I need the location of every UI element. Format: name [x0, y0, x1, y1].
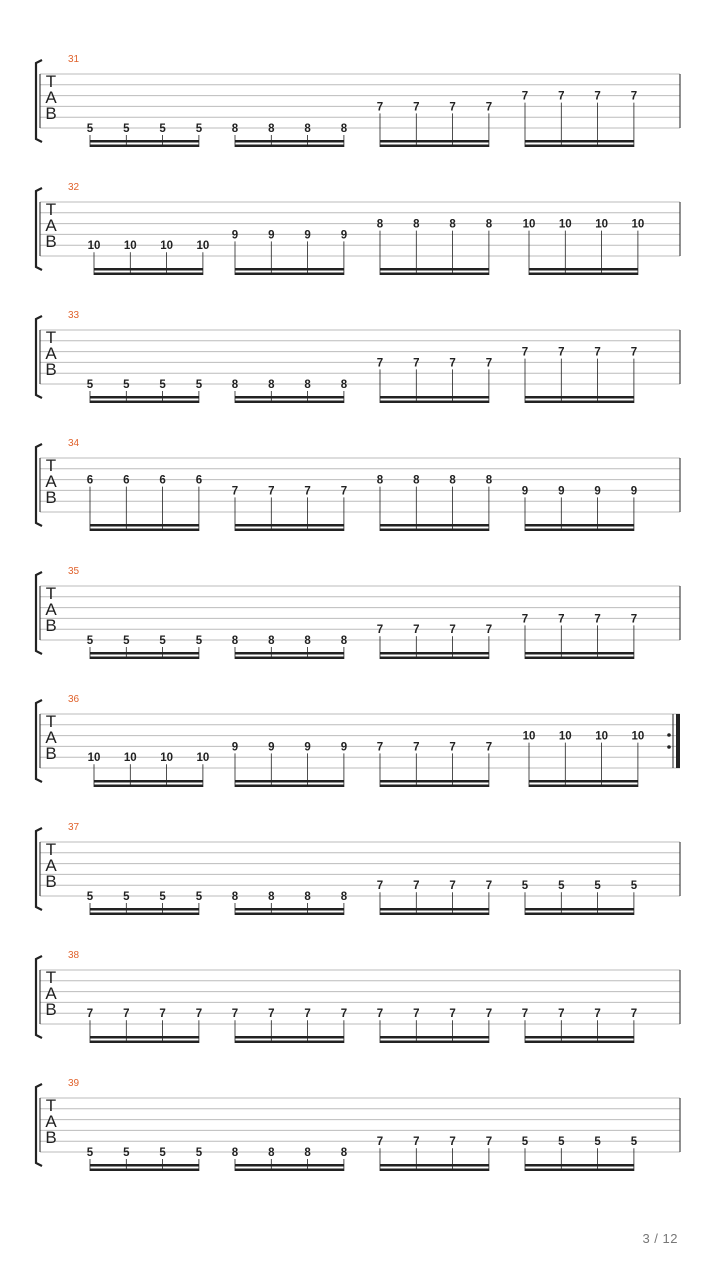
fret-number: 10: [160, 752, 173, 765]
fret-number: 7: [521, 1008, 529, 1021]
beam: [235, 913, 344, 916]
fret-number: 7: [304, 1008, 311, 1021]
fret-number: 7: [231, 1008, 239, 1021]
tab-clef-letter: T: [45, 1096, 57, 1115]
fret-number: 5: [195, 1147, 203, 1159]
tab-clef-letter: A: [45, 984, 57, 1003]
fret-number: 9: [340, 229, 348, 242]
beam: [90, 529, 199, 532]
fret-number: 5: [630, 880, 638, 893]
beam: [525, 401, 634, 404]
system-bracket: [36, 572, 42, 654]
tab-clef-letter: A: [45, 856, 57, 875]
fret-number: 9: [558, 485, 565, 498]
fret-number: 7: [594, 613, 601, 626]
fret-number: 8: [304, 1147, 311, 1159]
measure-number: 38: [68, 950, 80, 961]
fret-number: 5: [159, 891, 166, 903]
system-bracket: [36, 316, 42, 398]
beam: [380, 140, 489, 143]
fret-number: 8: [231, 891, 239, 903]
fret-number: 7: [521, 90, 529, 103]
beam: [380, 1164, 489, 1167]
fret-number: 8: [268, 379, 275, 391]
beam: [235, 529, 344, 532]
beam: [90, 913, 199, 916]
beam: [94, 268, 203, 271]
system-bracket: [36, 700, 42, 782]
beam: [380, 785, 489, 788]
fret-number: 5: [123, 379, 130, 391]
fret-number: 7: [413, 1008, 420, 1021]
beam: [94, 273, 203, 276]
fret-number: 7: [86, 1008, 94, 1021]
beam: [380, 524, 489, 527]
fret-number: 8: [340, 1147, 348, 1159]
beam: [90, 140, 199, 143]
fret-number: 10: [123, 240, 137, 253]
beam: [380, 657, 489, 660]
fret-number: 5: [195, 379, 203, 391]
beam: [525, 908, 634, 911]
fret-number: 7: [558, 90, 565, 103]
fret-number: 7: [594, 1008, 601, 1021]
fret-number: 7: [449, 741, 456, 754]
system-bracket: [36, 1084, 42, 1166]
repeat-dot: [667, 733, 671, 737]
tab-clef-letter: T: [45, 72, 57, 91]
beam: [235, 1169, 344, 1172]
fret-number: 5: [195, 123, 203, 135]
fret-number: 9: [268, 229, 275, 242]
fret-number: 10: [595, 218, 608, 231]
page-number: 3 / 12: [642, 1231, 678, 1246]
fret-number: 7: [630, 346, 638, 359]
fret-number: 8: [231, 1147, 239, 1159]
fret-number: 10: [196, 240, 210, 253]
tab-clef-letter: A: [45, 728, 57, 747]
fret-number: 9: [340, 741, 348, 754]
beam: [380, 652, 489, 655]
fret-number: 7: [630, 1008, 638, 1021]
measure-number: 34: [68, 438, 80, 449]
fret-number: 7: [449, 880, 456, 893]
beam: [235, 785, 344, 788]
beam: [235, 908, 344, 911]
fret-number: 7: [340, 1008, 348, 1021]
fret-number: 7: [413, 357, 420, 370]
fret-number: 5: [123, 1147, 130, 1159]
beam: [235, 140, 344, 143]
beam: [380, 268, 489, 271]
fret-number: 9: [268, 741, 275, 754]
fret-number: 5: [123, 123, 130, 135]
fret-number: 7: [630, 613, 638, 626]
fret-number: 5: [521, 1136, 529, 1149]
fret-number: 10: [160, 240, 173, 253]
fret-number: 5: [195, 635, 203, 647]
fret-number: 5: [86, 891, 94, 903]
tab-clef-letter: T: [45, 456, 57, 475]
beam: [90, 524, 199, 527]
beam: [380, 396, 489, 399]
beam: [235, 273, 344, 276]
fret-number: 7: [376, 101, 384, 114]
beam: [380, 1041, 489, 1044]
fret-number: 8: [231, 379, 239, 391]
tab-clef-letter: A: [45, 600, 57, 619]
fret-number: 9: [231, 229, 239, 242]
tab-clef-letter: T: [45, 712, 57, 731]
tab-clef-letter: A: [45, 472, 57, 491]
fret-number: 8: [485, 218, 493, 231]
fret-number: 8: [231, 123, 239, 135]
tab-clef-letter: B: [45, 1000, 57, 1019]
fret-number: 7: [195, 1008, 203, 1021]
beam: [235, 1164, 344, 1167]
fret-number: 7: [485, 1008, 493, 1021]
fret-number: 10: [87, 752, 101, 765]
tab-clef-letter: B: [45, 360, 57, 379]
fret-number: 5: [159, 379, 166, 391]
fret-number: 8: [268, 1147, 275, 1159]
fret-number: 5: [630, 1136, 638, 1149]
fret-number: 10: [631, 218, 645, 231]
fret-number: 7: [485, 357, 493, 370]
beam: [235, 1041, 344, 1044]
beam: [525, 1164, 634, 1167]
fret-number: 5: [558, 1136, 565, 1149]
fret-number: 7: [376, 1136, 384, 1149]
fret-number: 7: [485, 624, 493, 637]
fret-number: 7: [449, 1136, 456, 1149]
beam: [529, 268, 638, 271]
system-bracket: [36, 956, 42, 1038]
fret-number: 7: [376, 741, 384, 754]
beam: [380, 908, 489, 911]
beam: [235, 396, 344, 399]
beam: [94, 785, 203, 788]
fret-number: 5: [123, 635, 130, 647]
fret-number: 8: [340, 123, 348, 135]
fret-number: 7: [376, 1008, 384, 1021]
beam: [380, 529, 489, 532]
fret-number: 7: [558, 346, 565, 359]
fret-number: 10: [522, 218, 536, 231]
fret-number: 5: [594, 880, 601, 893]
fret-number: 7: [594, 90, 601, 103]
fret-number: 10: [522, 730, 536, 743]
measure-number: 35: [68, 566, 80, 577]
beam: [525, 652, 634, 655]
beam: [525, 145, 634, 148]
fret-number: 7: [123, 1008, 130, 1021]
system-bracket: [36, 828, 42, 910]
tab-clef-letter: T: [45, 584, 57, 603]
beam: [90, 1164, 199, 1167]
fret-number: 7: [268, 485, 275, 498]
fret-number: 10: [558, 218, 572, 231]
system-bracket: [36, 60, 42, 142]
beam: [525, 657, 634, 660]
fret-number: 9: [630, 485, 638, 498]
beam: [90, 396, 199, 399]
fret-number: 7: [449, 1008, 456, 1021]
fret-number: 8: [340, 635, 348, 647]
beam: [235, 1036, 344, 1039]
tab-clef-letter: B: [45, 488, 57, 507]
tab-clef-letter: B: [45, 104, 57, 123]
beam: [525, 529, 634, 532]
fret-number: 7: [485, 741, 493, 754]
fret-number: 7: [485, 101, 493, 114]
fret-number: 8: [304, 123, 311, 135]
beam: [380, 401, 489, 404]
beam: [525, 140, 634, 143]
beam: [525, 913, 634, 916]
fret-number: 5: [86, 123, 94, 135]
fret-number: 7: [558, 613, 565, 626]
fret-number: 10: [87, 240, 101, 253]
tab-clef-letter: B: [45, 744, 57, 763]
fret-number: 5: [521, 880, 529, 893]
fret-number: 8: [413, 218, 420, 231]
beam: [90, 652, 199, 655]
fret-number: 6: [123, 474, 130, 487]
fret-number: 8: [340, 379, 348, 391]
fret-number: 7: [630, 90, 638, 103]
beam: [235, 524, 344, 527]
fret-number: 7: [413, 880, 420, 893]
beam: [90, 401, 199, 404]
fret-number: 9: [594, 485, 601, 498]
measure-number: 33: [68, 310, 80, 321]
fret-number: 5: [195, 891, 203, 903]
fret-number: 10: [123, 752, 137, 765]
fret-number: 8: [231, 635, 239, 647]
fret-number: 8: [268, 891, 275, 903]
beam: [235, 657, 344, 660]
fret-number: 8: [449, 218, 456, 231]
fret-number: 7: [558, 1008, 565, 1021]
fret-number: 7: [413, 101, 420, 114]
measure-number: 32: [68, 182, 80, 193]
beam: [235, 652, 344, 655]
tab-clef-letter: T: [45, 840, 57, 859]
fret-number: 7: [594, 346, 601, 359]
fret-number: 10: [631, 730, 645, 743]
fret-number: 5: [86, 379, 94, 391]
tab-clef-letter: A: [45, 88, 57, 107]
tab-clef-letter: A: [45, 344, 57, 363]
fret-number: 8: [449, 474, 456, 487]
beam: [90, 1169, 199, 1172]
fret-number: 9: [304, 741, 311, 754]
fret-number: 10: [558, 730, 572, 743]
tab-clef-letter: B: [45, 872, 57, 891]
fret-number: 8: [304, 379, 311, 391]
fret-number: 7: [521, 346, 529, 359]
fret-number: 7: [304, 485, 311, 498]
beam: [94, 780, 203, 783]
fret-number: 7: [449, 357, 456, 370]
fret-number: 8: [304, 891, 311, 903]
system-bracket: [36, 444, 42, 526]
fret-number: 7: [376, 357, 384, 370]
fret-number: 7: [449, 101, 456, 114]
beam: [235, 401, 344, 404]
beam: [90, 145, 199, 148]
fret-number: 7: [376, 624, 384, 637]
tab-clef-letter: T: [45, 328, 57, 347]
beam: [525, 1169, 634, 1172]
beam: [525, 1041, 634, 1044]
fret-number: 5: [159, 635, 166, 647]
tab-clef-letter: A: [45, 216, 57, 235]
tab-clef-letter: T: [45, 968, 57, 987]
repeat-thick-barline: [676, 714, 680, 768]
fret-number: 7: [449, 624, 456, 637]
beam: [529, 273, 638, 276]
fret-number: 7: [231, 485, 239, 498]
fret-number: 8: [304, 635, 311, 647]
beam: [380, 145, 489, 148]
beam: [380, 273, 489, 276]
fret-number: 5: [86, 1147, 94, 1159]
beam: [380, 780, 489, 783]
tab-clef-letter: B: [45, 1128, 57, 1147]
beam: [235, 268, 344, 271]
fret-number: 7: [413, 1136, 420, 1149]
fret-number: 9: [304, 229, 311, 242]
tab-clef-letter: B: [45, 232, 57, 251]
fret-number: 7: [340, 485, 348, 498]
tab-clef-letter: B: [45, 616, 57, 635]
fret-number: 9: [521, 485, 529, 498]
fret-number: 6: [195, 474, 203, 487]
fret-number: 8: [376, 218, 384, 231]
beam: [380, 1036, 489, 1039]
tab-clef-letter: T: [45, 200, 57, 219]
beam: [529, 785, 638, 788]
beam: [235, 145, 344, 148]
beam: [529, 780, 638, 783]
fret-number: 8: [340, 891, 348, 903]
fret-number: 6: [159, 474, 166, 487]
beam: [90, 1041, 199, 1044]
fret-number: 7: [485, 1136, 493, 1149]
fret-number: 5: [123, 891, 130, 903]
fret-number: 5: [86, 635, 94, 647]
beam: [90, 908, 199, 911]
beam: [235, 780, 344, 783]
fret-number: 6: [86, 474, 94, 487]
tab-clef-letter: A: [45, 1112, 57, 1131]
fret-number: 10: [595, 730, 608, 743]
beam: [525, 524, 634, 527]
fret-number: 7: [485, 880, 493, 893]
fret-number: 7: [159, 1008, 166, 1021]
fret-number: 7: [268, 1008, 275, 1021]
measure-number: 31: [68, 54, 80, 65]
beam: [380, 1169, 489, 1172]
beam: [525, 396, 634, 399]
fret-number: 8: [376, 474, 384, 487]
beam: [90, 657, 199, 660]
fret-number: 7: [413, 624, 420, 637]
fret-number: 5: [159, 123, 166, 135]
fret-number: 7: [521, 613, 529, 626]
fret-number: 5: [558, 880, 565, 893]
beam: [90, 1036, 199, 1039]
beam: [380, 913, 489, 916]
measure-number: 39: [68, 1078, 80, 1089]
fret-number: 8: [268, 635, 275, 647]
system-bracket: [36, 188, 42, 270]
fret-number: 8: [485, 474, 493, 487]
fret-number: 5: [159, 1147, 166, 1159]
measure-number: 37: [68, 822, 80, 833]
beam: [525, 1036, 634, 1039]
fret-number: 8: [268, 123, 275, 135]
fret-number: 7: [376, 880, 384, 893]
fret-number: 10: [196, 752, 210, 765]
fret-number: 8: [413, 474, 420, 487]
fret-number: 9: [231, 741, 239, 754]
repeat-dot: [667, 745, 671, 749]
measure-number: 36: [68, 694, 80, 705]
fret-number: 7: [413, 741, 420, 754]
fret-number: 5: [594, 1136, 601, 1149]
